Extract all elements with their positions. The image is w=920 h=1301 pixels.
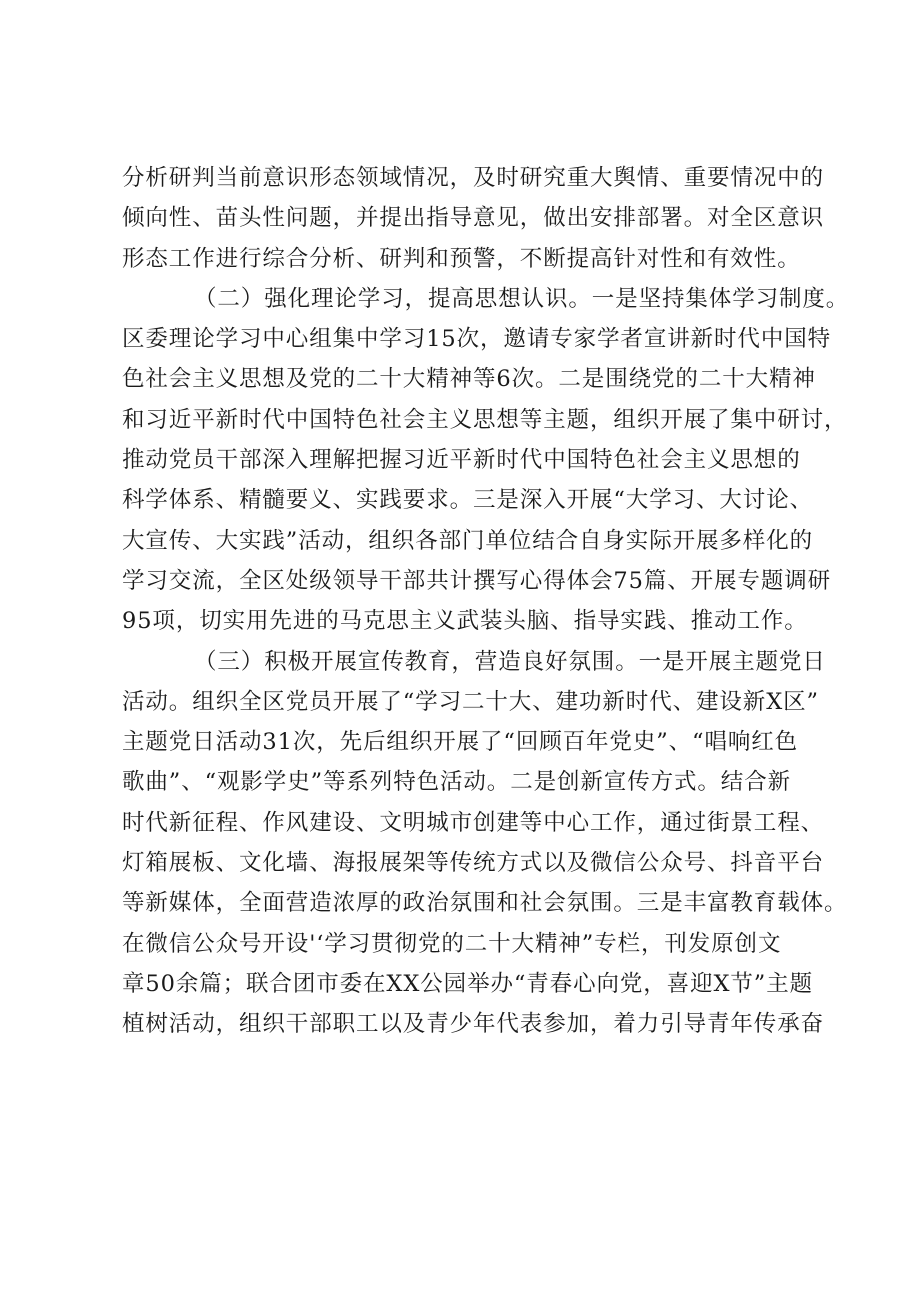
text-line: 分析研判当前意识形态领域情况，及时研究重大舆情、重要情况中的 bbox=[122, 165, 825, 191]
text-line: 植树活动，组织干部职工以及青少年代表参加，着力引导青年传承奋 bbox=[122, 1011, 825, 1038]
text-line: 歌曲”、“观影学史”等系列特色活动。二是创新宣传方式。结合新 bbox=[122, 769, 792, 796]
text-line: 活动。组织全区党员开展了“学习二十大、建功新时代、建设新X区” bbox=[122, 688, 819, 715]
text-line: 时代新征程、作风建设、文明城市创建等中心工作，通过街景工程、 bbox=[122, 809, 825, 836]
section-heading-line: （二）强化理论学习，提高思想认识。一是坚持集体学习制度。 bbox=[194, 285, 850, 312]
text-line: 和习近平新时代中国特色社会主义思想等主题，组织开展了集中研讨， bbox=[122, 406, 848, 433]
text-line: 主题党日活动31次，先后组织开展了“回顾百年党史”、“唱响红色 bbox=[122, 729, 799, 756]
text-line: 色社会主义思想及党的二十大精神等6次。二是围绕党的二十大精神 bbox=[122, 366, 816, 393]
text-line: 灯箱展板、文化墙、海报展架等传统方式以及微信公众号、抖音平台 bbox=[122, 850, 825, 877]
text-line: 推动党员干部深入理解把握习近平新时代中国特色社会主义思想的 bbox=[122, 447, 801, 474]
text-line: 学习交流，全区处级领导干部共计撰写心得体会75篇、开展专题调研 bbox=[122, 567, 832, 594]
text-line: 大宣传、大实践”活动，组织各部门单位结合自身实际开展多样化的 bbox=[122, 527, 814, 554]
text-line: 等新媒体，全面营造浓厚的政治氛围和社会氛围。三是丰富教育载体。 bbox=[122, 890, 848, 917]
text-line: 倾向性、苗头性问题，并提出指导意见，做出安排部署。对全区意识 bbox=[122, 205, 825, 232]
text-line: 科学体系、精髓要义、实践要求。三是深入开展“大学习、大讨论、 bbox=[122, 487, 814, 514]
text-line: 形态工作进行综合分析、研判和预警，不断提高针对性和有效性。 bbox=[122, 245, 801, 272]
text-line: 章50余篇；联合团市委在XX公园举办“青春心向党，喜迎X节”主题 bbox=[122, 970, 813, 997]
text-line: 95项，切实用先进的马克思主义武装头脑、指导实践、推动工作。 bbox=[122, 608, 808, 635]
section-heading-line: （三）积极开展宣传教育，营造良好氛围。一是开展主题党日 bbox=[194, 648, 826, 675]
body-text bbox=[122, 158, 850, 1045]
text-line: 在微信公众号开设'‘学习贯彻党的二十大精神”专栏，刊发原创文 bbox=[122, 930, 782, 957]
text-line: 区委理论学习中心组集中学习15次，邀请专家学者宣讲新时代中国特 bbox=[122, 326, 832, 353]
